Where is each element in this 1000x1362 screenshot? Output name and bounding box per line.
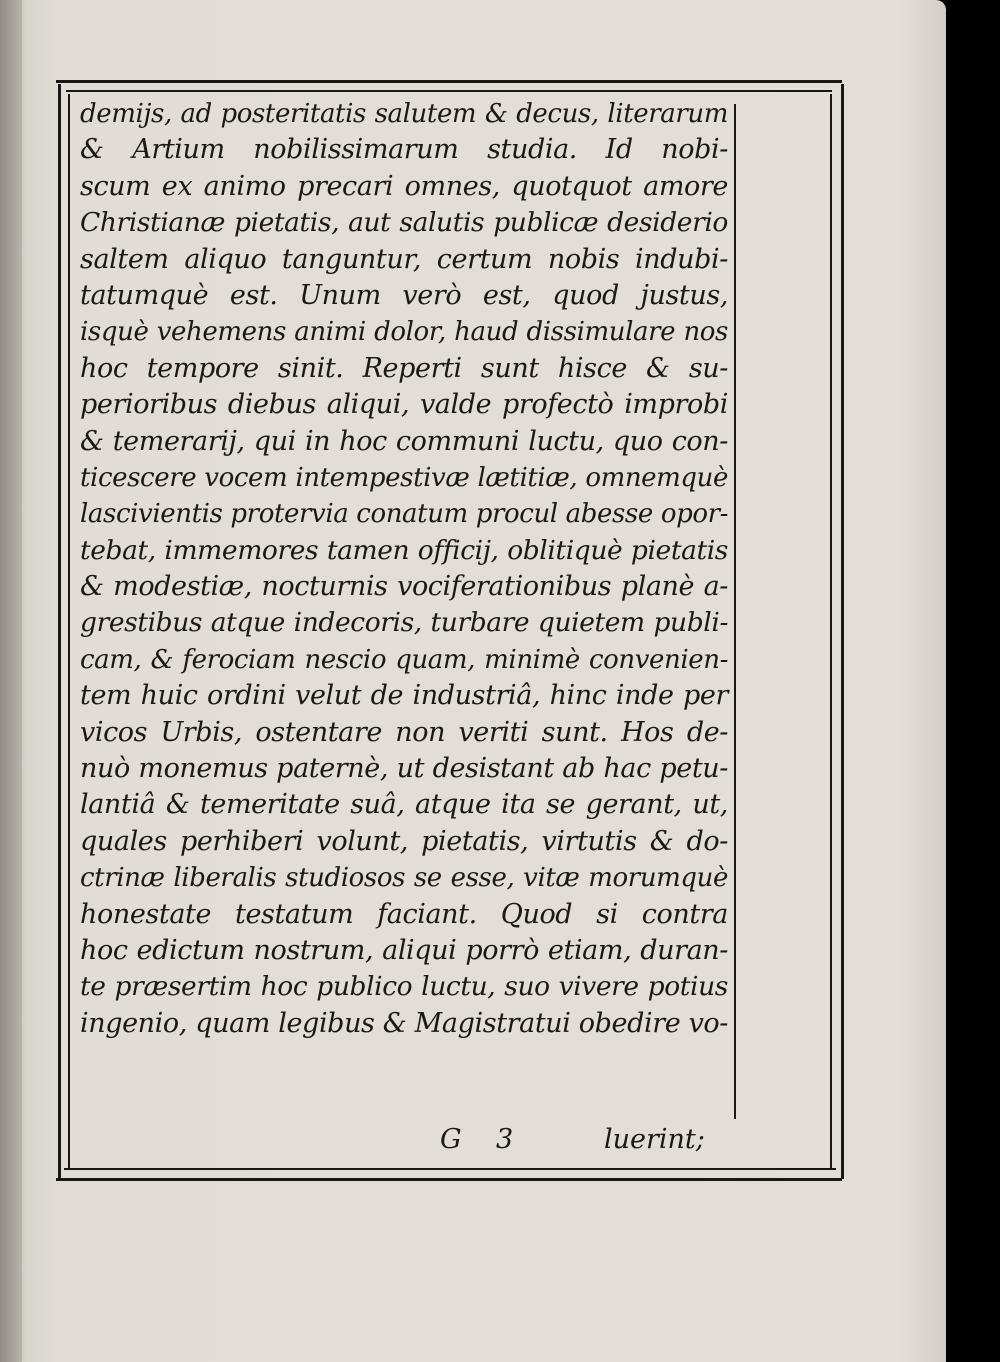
- text-line: demijs, ad posteritatis salutem & decus, literarum: [80, 99, 728, 129]
- bottom-rule-inner: [64, 1168, 836, 1170]
- page-number: 3: [496, 1124, 514, 1155]
- text-line: saltem aliquo tanguntur, certum nobis indubi-: [80, 243, 728, 275]
- catchword: luerint;: [604, 1124, 705, 1155]
- signature-mark: G: [440, 1124, 462, 1155]
- text-line: hoc edictum nostrum, aliqui porrò etiam, duran-: [80, 934, 728, 966]
- text-line: & modestiæ, nocturnis vociferationibus planè a-: [80, 571, 728, 603]
- text-line: grestibus atque indecoris, turbare quietem publi-: [80, 607, 728, 639]
- page-footer: [0, 1124, 1000, 1164]
- text-line: Christianæ pietatis, aut salutis publicæ desiderio: [80, 207, 728, 239]
- text-line: perioribus diebus aliqui, valde profectò improbi: [80, 389, 728, 421]
- text-line: nuò monemus paternè, ut desistant ab hac petu-: [80, 753, 728, 785]
- text-line: tem huic ordini velut de industriâ, hinc inde per: [80, 680, 728, 712]
- text-line: honestate testatum faciant. Quod si contra: [80, 898, 728, 930]
- text-line: tatumquè est. Unum verò est, quod justus,: [80, 279, 728, 311]
- text-line: ingenio, quam legibus & Magistratui obedire vo-: [80, 1007, 728, 1039]
- text-line: quales perhiberi volunt, pietatis, virtutis & do-: [80, 825, 728, 857]
- text-line: hoc tempore sinit. Reperti sunt hisce & su-: [80, 352, 728, 384]
- text-column-rule: [734, 104, 736, 1119]
- text-line: lascivientis protervia conatum procul abesse opor-: [80, 499, 728, 530]
- text-line: cam, & ferociam nescio quam, minimè convenien-: [80, 644, 728, 675]
- text-line: lantiâ & temeritate suâ, atque ita se gerant, ut,: [80, 789, 728, 821]
- text-line: tebat, immemores tamen officij, oblitiquè pietatis: [80, 534, 728, 566]
- text-line: & Artium nobilissimarum studia. Id nobi-: [80, 134, 728, 166]
- text-line: scum ex animo precari omnes, quotquot amore: [80, 170, 728, 202]
- text-line: ctrinæ liberalis studiosos se esse, vitæ morumquè: [80, 863, 728, 894]
- text-line: te præsertim hoc publico luctu, suo vivere potius: [80, 971, 728, 1003]
- text-line: vicos Urbis, ostentare non veriti sunt. Hos de-: [80, 716, 728, 748]
- text-line: ticescere vocem intempestivæ lætitiæ, omnemquè: [80, 462, 728, 493]
- text-line: isquè vehemens animi dolor, haud dissimulare nos: [80, 317, 728, 348]
- bottom-rule-outer: [56, 1178, 842, 1181]
- top-rule-outer: [56, 80, 842, 83]
- text-line: & temerarij, qui in hoc communi luctu, quo con-: [80, 425, 728, 457]
- body-text: [80, 96, 728, 1042]
